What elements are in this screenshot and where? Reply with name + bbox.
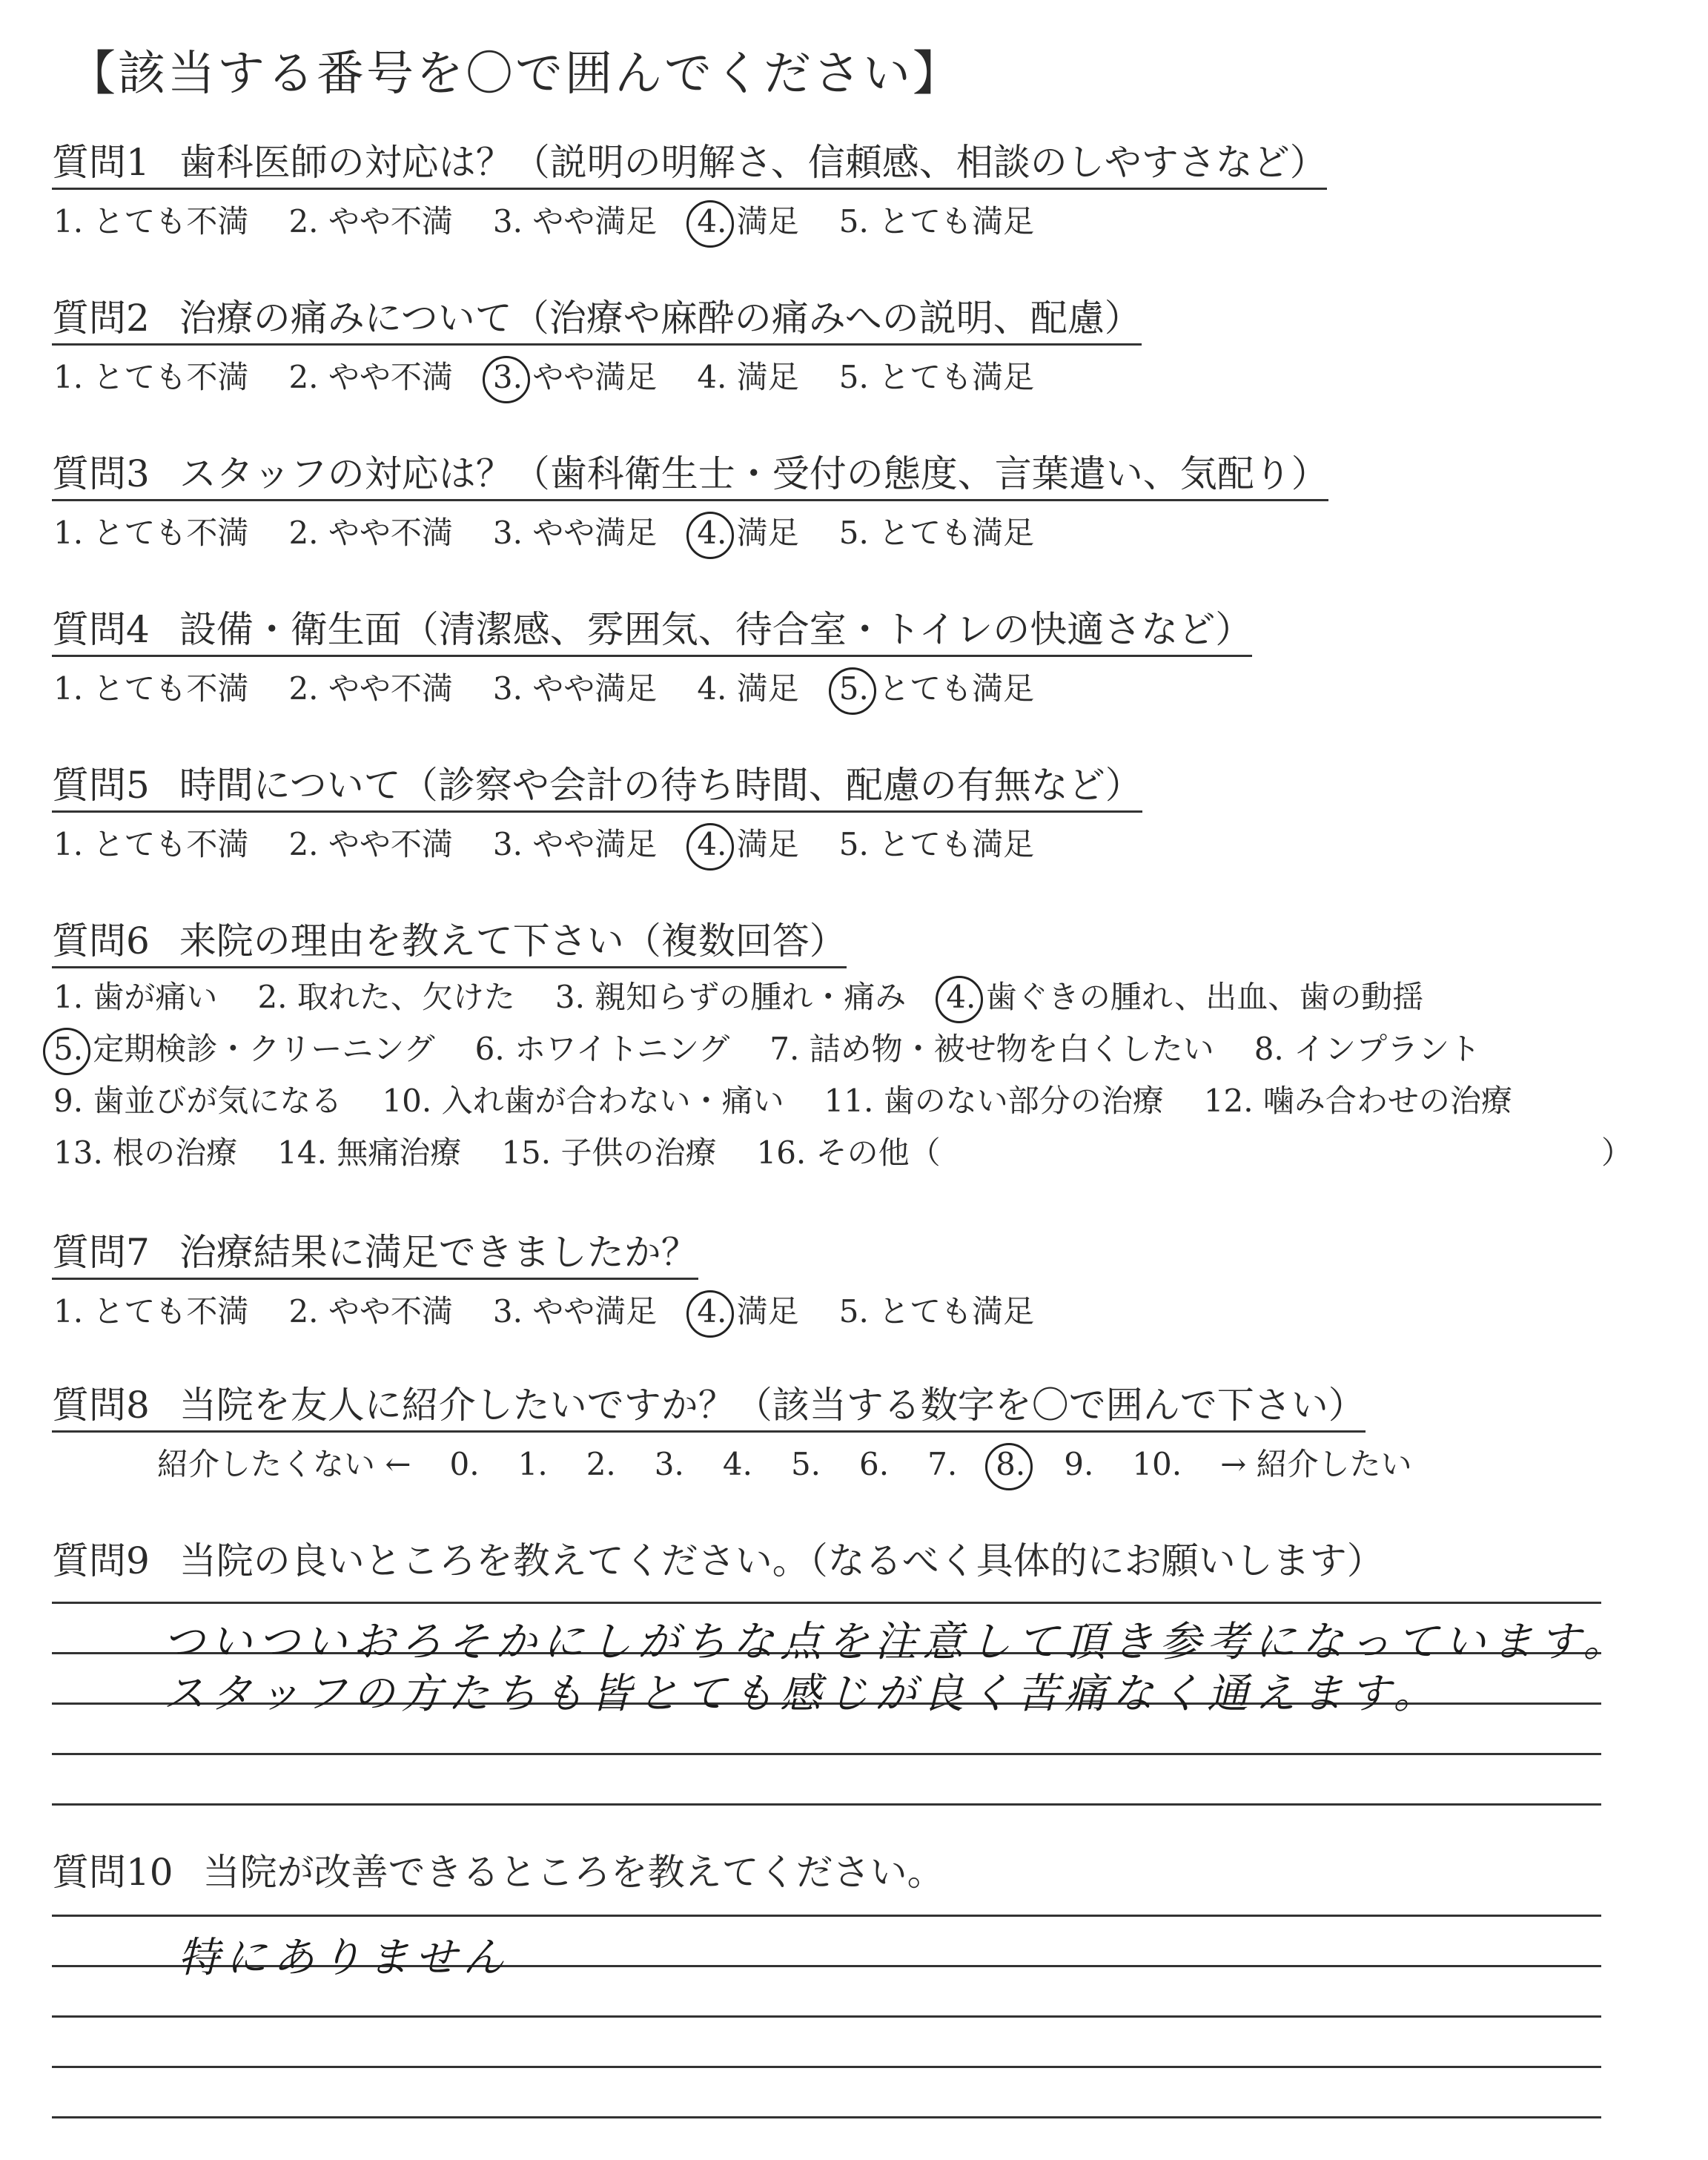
question-3-options bbox=[53, 516, 1074, 550]
question-8-scale bbox=[157, 1447, 1451, 1482]
question-8-text: 当院を友人に紹介したいですか？（該当する数字を〇で囲んで下さい） bbox=[179, 1384, 1366, 1427]
question-6-row-3 bbox=[53, 1084, 1552, 1118]
q6-option-2[interactable]: 2. 取れた、欠けた bbox=[257, 979, 515, 1015]
q10-handwritten-answer-1[interactable]: 特にありません bbox=[178, 1934, 510, 1982]
q10-answer-line-4 bbox=[52, 2066, 1601, 2068]
question-5-heading bbox=[52, 765, 1142, 813]
q6-option-9[interactable]: 9. 歯並びが気になる bbox=[53, 1083, 342, 1119]
q6-option-3[interactable]: 3. 親知らずの腫れ・痛み bbox=[555, 979, 907, 1015]
q3-option-4-selected[interactable]: 4. 満足 bbox=[697, 515, 799, 551]
q6-option-15[interactable]: 15. 子供の治療 bbox=[501, 1135, 717, 1171]
question-4-options bbox=[53, 672, 1074, 706]
question-1-number: 質問1 bbox=[52, 141, 150, 184]
q2-option-5[interactable]: 5. とても満足 bbox=[838, 359, 1035, 395]
q6-option-12[interactable]: 12. 噛み合わせの治療 bbox=[1203, 1083, 1512, 1119]
question-6-number: 質問6 bbox=[52, 919, 150, 962]
q8-number-4[interactable]: 4. bbox=[722, 1446, 752, 1482]
question-2-heading bbox=[52, 298, 1142, 346]
question-9-text: 当院の良いところを教えてください。（なるべく具体的にお願いします） bbox=[179, 1539, 1384, 1582]
question-1-text: 歯科医師の対応は？（説明の明解さ、信頼感、相談のしやすさなど） bbox=[179, 141, 1327, 184]
q8-number-8-selected[interactable]: 8. bbox=[996, 1446, 1026, 1482]
q5-option-3[interactable]: 3. やや満足 bbox=[492, 826, 658, 862]
question-6-text: 来院の理由を教えて下さい（複数回答） bbox=[179, 919, 847, 962]
q4-option-3[interactable]: 3. やや満足 bbox=[492, 670, 658, 707]
question-5-number: 質問5 bbox=[52, 764, 150, 807]
q8-number-5[interactable]: 5. bbox=[790, 1446, 821, 1482]
q3-option-3[interactable]: 3. やや満足 bbox=[492, 515, 658, 551]
question-8-heading bbox=[52, 1385, 1366, 1433]
q10-answer-line-5 bbox=[52, 2116, 1601, 2118]
q9-handwritten-answer-2[interactable]: スタッフの方たちも皆とても感じが良く苦痛なく通えます。 bbox=[163, 1670, 1441, 1718]
q6-option-11[interactable]: 11. 歯のない部分の治療 bbox=[824, 1083, 1164, 1119]
q3-option-1[interactable]: 1. とても不満 bbox=[53, 515, 249, 551]
question-4-number: 質問4 bbox=[52, 608, 150, 651]
q7-option-5[interactable]: 5. とても満足 bbox=[838, 1293, 1035, 1330]
q6-option-5-selected[interactable]: 5. 定期検診・クリーニング bbox=[53, 1031, 435, 1067]
question-7-heading bbox=[52, 1232, 698, 1280]
q2-option-1[interactable]: 1. とても不満 bbox=[53, 359, 249, 395]
q8-number-1[interactable]: 1. bbox=[517, 1446, 548, 1482]
q7-option-3[interactable]: 3. やや満足 bbox=[492, 1293, 658, 1330]
question-2-options bbox=[53, 360, 1074, 394]
q2-option-4[interactable]: 4. 満足 bbox=[697, 359, 799, 395]
question-7-number: 質問7 bbox=[52, 1231, 150, 1274]
q6-option-16[interactable]: 16. その他（ bbox=[756, 1135, 941, 1171]
question-10-text: 当院が改善できるところを教えてください。 bbox=[202, 1851, 944, 1894]
q8-number-0[interactable]: 0. bbox=[449, 1446, 480, 1482]
q4-option-4[interactable]: 4. 満足 bbox=[697, 670, 799, 707]
question-2-number: 質問2 bbox=[52, 297, 150, 340]
question-3-heading bbox=[52, 454, 1328, 501]
q6-option-7[interactable]: 7. 詰め物・被せ物を白くしたい bbox=[769, 1031, 1214, 1067]
q6-option-14[interactable]: 14. 無痛治療 bbox=[277, 1135, 462, 1171]
q5-option-5[interactable]: 5. とても満足 bbox=[838, 826, 1035, 862]
q6-option-10[interactable]: 10. 入れ歯が合わない・痛い bbox=[382, 1083, 784, 1119]
question-10-heading bbox=[52, 1852, 944, 1898]
q7-option-4-selected[interactable]: 4. 満足 bbox=[697, 1293, 799, 1330]
question-5-options bbox=[53, 828, 1074, 862]
q1-option-2[interactable]: 2. やや不満 bbox=[288, 203, 453, 240]
question-6-row-4 bbox=[53, 1136, 981, 1170]
question-3-text: スタッフの対応は？（歯科衛生士・受付の態度、言葉遣い、気配り） bbox=[179, 452, 1328, 495]
question-8-number: 質問8 bbox=[52, 1384, 150, 1427]
q8-right-label: → 紹介したい bbox=[1220, 1446, 1412, 1482]
q1-option-5[interactable]: 5. とても満足 bbox=[838, 203, 1035, 240]
q9-answer-line-4 bbox=[52, 1753, 1601, 1755]
q7-option-1[interactable]: 1. とても不満 bbox=[53, 1293, 249, 1330]
q8-number-7[interactable]: 7. bbox=[927, 1446, 958, 1482]
q9-answer-line-5 bbox=[52, 1803, 1601, 1806]
q9-handwritten-answer-1[interactable]: ついついおろそかにしがちな点を注意して頂き参考になっています。 bbox=[163, 1618, 1631, 1666]
q2-option-2[interactable]: 2. やや不満 bbox=[288, 359, 453, 395]
q9-answer-line-1 bbox=[52, 1602, 1601, 1604]
q8-number-10[interactable]: 10. bbox=[1132, 1446, 1182, 1482]
q10-answer-line-1 bbox=[52, 1915, 1601, 1917]
form-title: 【該当する番号を〇で囲んでください】 bbox=[68, 47, 962, 102]
q8-left-label: 紹介したくない ← bbox=[157, 1446, 411, 1482]
question-4-text: 設備・衛生面（清潔感、雰囲気、待合室・トイレの快適さなど） bbox=[179, 608, 1253, 651]
question-10-number: 質問10 bbox=[52, 1851, 173, 1894]
q1-option-3[interactable]: 3. やや満足 bbox=[492, 203, 658, 240]
question-6-heading bbox=[52, 921, 847, 968]
question-5-text: 時間について（診察や会計の待ち時間、配慮の有無など） bbox=[179, 764, 1142, 807]
q5-option-2[interactable]: 2. やや不満 bbox=[288, 826, 453, 862]
q3-option-2[interactable]: 2. やや不満 bbox=[288, 515, 453, 551]
q5-option-4-selected[interactable]: 4. 満足 bbox=[697, 826, 799, 862]
q6-option-4-selected[interactable]: 4. 歯ぐきの腫れ、出血、歯の動揺 bbox=[946, 979, 1424, 1015]
q6-other-close-paren: ） bbox=[1601, 1135, 1633, 1171]
q5-option-1[interactable]: 1. とても不満 bbox=[53, 826, 249, 862]
question-3-number: 質問3 bbox=[52, 452, 150, 495]
question-7-text: 治療結果に満足できましたか？ bbox=[179, 1231, 698, 1274]
question-6-row-2 bbox=[53, 1032, 1520, 1066]
q6-option-1[interactable]: 1. 歯が痛い bbox=[53, 979, 218, 1015]
q8-number-6[interactable]: 6. bbox=[859, 1446, 890, 1482]
q4-option-1[interactable]: 1. とても不満 bbox=[53, 670, 249, 707]
q4-option-5-selected[interactable]: 5. とても満足 bbox=[838, 670, 1035, 707]
q1-option-4-selected[interactable]: 4. 満足 bbox=[697, 203, 799, 240]
question-9-number: 質問9 bbox=[52, 1539, 150, 1582]
q4-option-2[interactable]: 2. やや不満 bbox=[288, 670, 453, 707]
question-7-options bbox=[53, 1295, 1074, 1329]
q2-option-3-selected[interactable]: 3. やや満足 bbox=[492, 359, 658, 395]
q6-option-8[interactable]: 8. インプラント bbox=[1254, 1031, 1481, 1067]
q1-option-1[interactable]: 1. とても不満 bbox=[53, 203, 249, 240]
q6-option-6[interactable]: 6. ホワイトニング bbox=[474, 1031, 730, 1067]
question-4-heading bbox=[52, 610, 1252, 657]
q6-option-13[interactable]: 13. 根の治療 bbox=[53, 1135, 238, 1171]
q8-number-2[interactable]: 2. bbox=[586, 1446, 616, 1482]
q10-answer-line-3 bbox=[52, 2015, 1601, 2018]
q8-number-9[interactable]: 9. bbox=[1064, 1446, 1094, 1482]
q7-option-2[interactable]: 2. やや不満 bbox=[288, 1293, 453, 1330]
question-1-options bbox=[53, 205, 1074, 239]
question-1-heading bbox=[52, 142, 1327, 190]
question-9-heading bbox=[52, 1541, 1384, 1586]
q3-option-5[interactable]: 5. とても満足 bbox=[838, 515, 1035, 551]
q8-number-3[interactable]: 3. bbox=[654, 1446, 684, 1482]
question-2-text: 治療の痛みについて（治療や麻酔の痛みへの説明、配慮） bbox=[179, 297, 1142, 340]
question-6-row-1 bbox=[53, 980, 1463, 1014]
